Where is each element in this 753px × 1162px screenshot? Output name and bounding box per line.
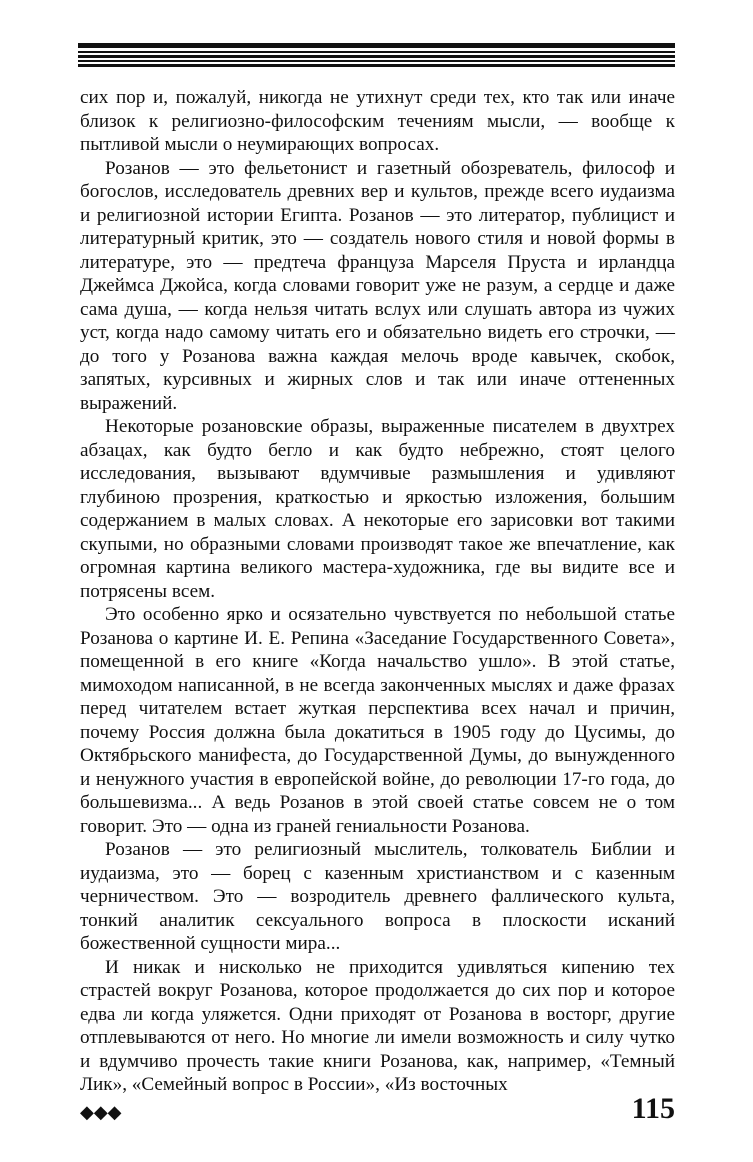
paragraph-4: Это особенно ярко и осязательно чувствуется по небольшой статье Розанова о картине И. Е. Репина «Заседание Государственного Совета», помещенной в его книге «Когда начальство ушло». В этой статье, мимоходом написанной, в не всегда законченных мыслях и даже фразах перед читателем встает жуткая перспектива всех начал и причин, почему Россия должна была докатиться в 1905 году до Цусимы, до Октябрьского манифеста, до Государственной Думы, до вынужденного и ненужного участия в европейской войне, до революции 17-го года, до большевизма... А ведь Розанов в этой своей статье совсем не о том говорит. Это — одна из граней гениальности Розанова. (80, 604, 675, 837)
header-rule (78, 43, 675, 67)
body-text (80, 86, 675, 1097)
paragraph-2: Розанов — это фельетонист и газетный обозреватель, философ и богослов, исследователь древних вер и культов, прежде всего иудаизма и религиозной истории Египта. Розанов — это литератор, публицист и литературный критик, это — создатель нового стиля и новой формы в литературе, это — предтеча француза Марселя Пруста и ирландца Джеймса Джойса, когда словами говорит уже не разум, а сердце и даже сама душа, — когда нельзя читать вслух или слушать автора из чужих уст, когда надо самому читать его и обязательно видеть его строчки, — до того у Розанова важна каждая мелочь вроде кавычек, скобок, запятых, курсивных и жирных слов и так или иначе оттененных выражений. (80, 157, 675, 414)
paragraph-3: Некоторые розановские образы, выраженные писателем в двухтрех абзацах, как будто бегло и как будто небрежно, стоят целого исследования, вызывают вдумчивые размышления и удивляют глубиною прозрения, краткостью и яркостью изложения, большим содержанием в малых словах. А некоторые его зарисовки вот такими скупыми, но образными словами производят такое же впечатление, как огромная картина великого мастера-художника, где вы видите все и потрясены всем. (80, 416, 675, 602)
page-number: 115 (631, 1092, 675, 1125)
paragraph-5: Розанов — это религиозный мыслитель, толкователь Библии и иудаизма, это — борец с казенным христианством и с казенным черничеством. Это — возродитель древнего фаллического культа, тонкий аналитик сексуального вопроса в плоскости исканий божественной сущности мира... (80, 839, 675, 954)
paragraph-1: сих пор и, пожалуй, никогда не утихнут среди тех, кто так или иначе близок к религиозно-философским течениям мысли, — вообще к пытливой мысли о неумирающих вопросах. (80, 87, 675, 155)
paragraph-6: И никак и нисколько не приходится удивляться кипению тех страстей вокруг Розанова, которое продолжается до сих пор и которое едва ли когда уляжется. Одни приходят от Розанова в восторг, другие отплевываются от него. Но многие ли имели возможность и силу чутко и вдумчиво прочесть такие книги Розанова, как, например, «Темный Лик», «Семейный вопрос в России», «Из восточных (80, 956, 675, 1095)
footer-ornament-icon: ◆◆◆ (80, 1102, 122, 1123)
